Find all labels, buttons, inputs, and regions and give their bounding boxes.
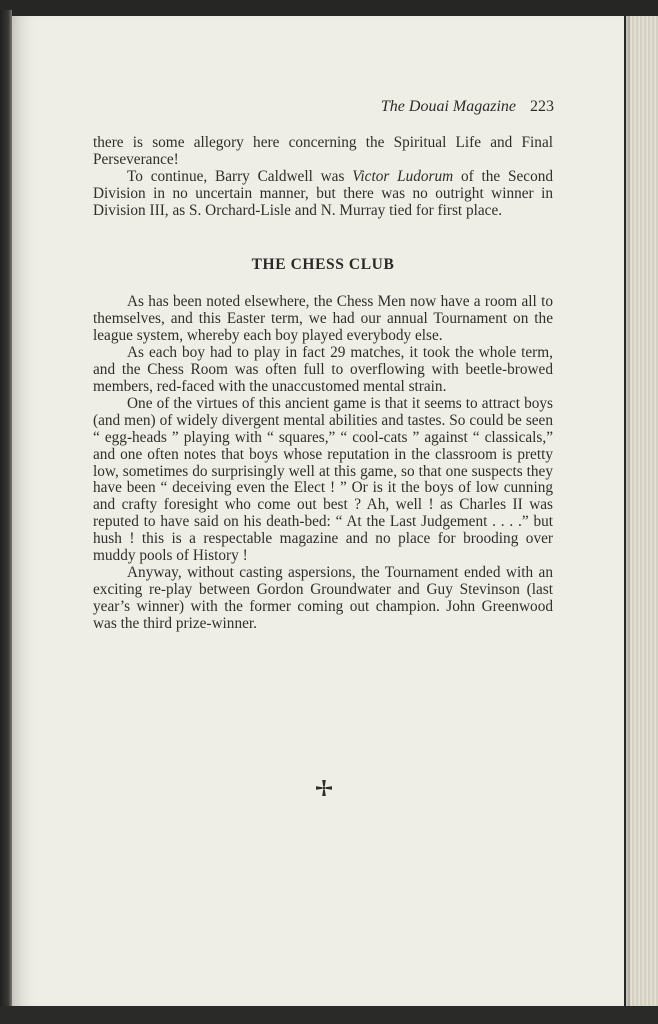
paragraph-text: there is some allegory here concerning the Spiritual Life and Final Perseverance!: [93, 134, 553, 168]
italic-phrase: Victor Ludorum: [352, 167, 454, 185]
section-heading: THE CHESS CLUB: [251, 255, 395, 273]
magazine-page: [12, 16, 624, 1006]
paragraph: As each boy had to play in fact 29 matches, it took the whole term, and the Chess Room was often full to overflowing with beetle-browed members, red-faced with the unaccustomed mental strain.: [93, 344, 553, 395]
running-head: [381, 98, 554, 116]
book-cover-bottom-edge: [0, 1006, 658, 1024]
paragraph-victor-ludorum: To continue, Barry Caldwell was Victor Ludorum of the Second Division in no uncertain manner, but there was no outright winner in Division III, as S. Orchard-Lisle and N. Murray tied for first place.: [93, 167, 554, 219]
book-cover-top-edge: [0, 0, 658, 16]
book-gutter-edge: [0, 10, 12, 1010]
article-body: [93, 135, 553, 633]
page-stack-edge: [626, 16, 658, 1008]
page-number: 223: [530, 98, 554, 115]
paragraph: Anyway, without casting aspersions, the Tournament ended with an exciting re-play between Gordon Groundwater and Guy Stevinson (last year’s winner) with the former coming out champion. John Greenwood was the third prize-winner.: [93, 563, 553, 632]
paragraph: As has been noted elsewhere, the Chess Men now have a room all to themselves, and this Easter term, we had our annual Tournament on the league system, whereby each boy played everybody else.: [93, 293, 553, 345]
paragraph: One of the virtues of this ancient game is that it seems to attract boys (and men) of widely divergent mental abilities and tastes. So could be seen “ egg-heads ” playing with “ squares,” “ cool-cats ” against “ classicals,” and one often notes that boys whose reputation in the classroom is pretty low, sometimes do surprisingly well at this game, so that one suspects they have been “ deceiving even the Elect ! ” Or is it the boys of low cunning and crafty foresight who come out best ? Ah, well ! as Charles II was reputed to have said on his death-bed: “ At the Last Judgement . . . .” but hush ! this is a respectable magazine and no place for brooding over muddy pools of History !: [93, 394, 553, 565]
running-head-title: The Douai Magazine: [380, 98, 516, 115]
paragraph-continued: [93, 135, 553, 169]
cross-pattee-icon: [316, 780, 332, 796]
